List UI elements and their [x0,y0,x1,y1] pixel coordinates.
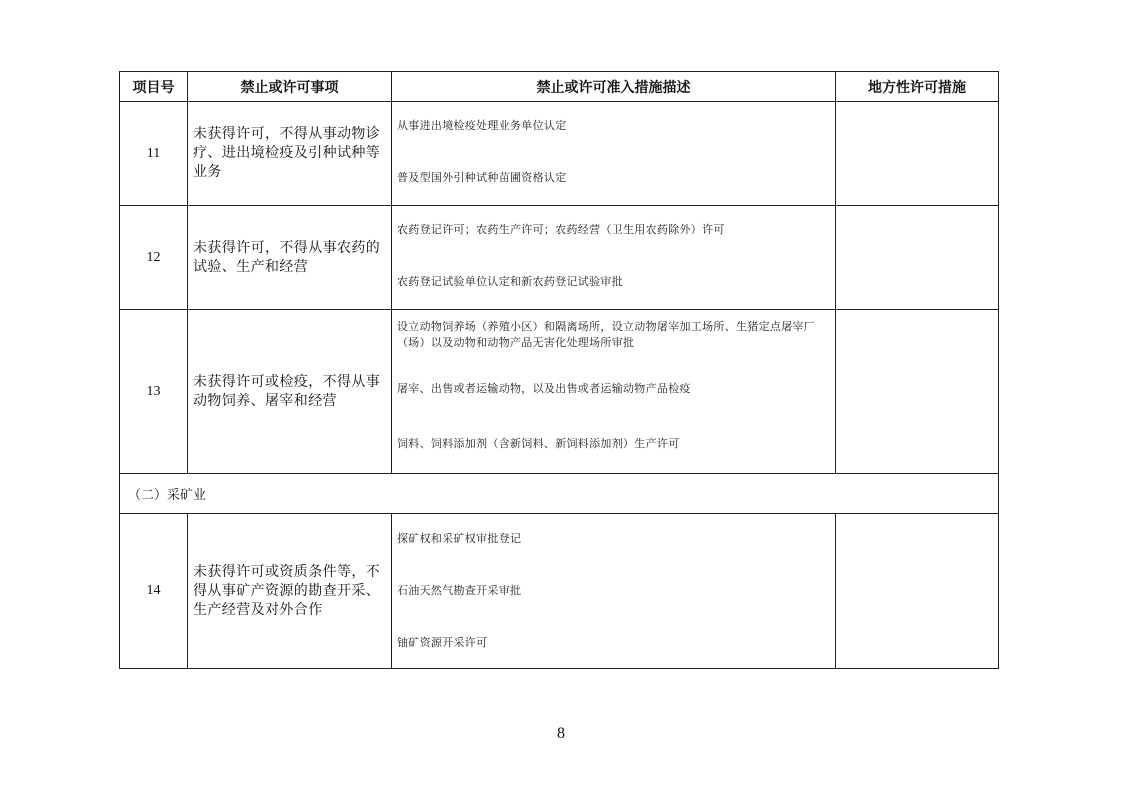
row-id: 12 [120,206,188,310]
table-row [120,310,999,474]
table-row [120,206,999,310]
measure-text: 设立动物饲养场（养殖小区）和隔离场所，设立动物屠宰加工场所、生猪定点屠宰厂（场）以及动物和动物产品无害化处理场所审批 [397,320,816,349]
measure-text: 农药登记许可；农药生产许可；农药经营（卫生用农药除外）许可 [397,223,725,236]
measure-text: 屠宰、出售或者运输动物，以及出售或者运输动物产品检疫 [397,382,691,395]
row-local [836,206,999,310]
header-item: 禁止或许可事项 [188,72,392,102]
section-row [120,474,999,514]
row-item: 未获得许可，不得从事动物诊疗、进出境检疫及引种试种等业务 [188,102,392,206]
row-local [836,102,999,206]
measure-text: 探矿权和采矿权审批登记 [397,532,522,545]
row-item: 未获得许可，不得从事农药的试验、生产和经营 [188,206,392,310]
row-measures [392,206,836,310]
header-id: 项目号 [120,72,188,102]
row-item: 未获得许可或资质条件等，不得从事矿产资源的勘查开采、生产经营及对外合作 [188,514,392,669]
measure-text: 铀矿资源开采许可 [397,636,488,649]
row-id: 13 [120,310,188,474]
section-title: （二）采矿业 [120,474,999,514]
table-header-row [120,72,999,102]
header-local: 地方性许可措施 [836,72,999,102]
row-measures [392,514,836,669]
page-number: 8 [557,725,565,742]
table-row [120,514,999,669]
row-id: 11 [120,102,188,206]
row-item: 未获得许可或检疫，不得从事动物饲养、屠宰和经营 [188,310,392,474]
row-local [836,514,999,669]
measure-text: 石油天然气勘查开采审批 [397,584,522,597]
header-desc: 禁止或许可准入措施描述 [392,72,836,102]
table-row [120,102,999,206]
row-local [836,310,999,474]
measure-text: 饲料、饲料添加剂（含新饲料、新饲料添加剂）生产许可 [397,437,680,450]
measure-text: 普及型国外引种试种苗圃资格认定 [397,171,567,184]
row-measures [392,310,836,474]
row-id: 14 [120,514,188,669]
permit-table [119,71,999,669]
row-measures [392,102,836,206]
measure-text: 农药登记试验单位认定和新农药登记试验审批 [397,275,623,288]
measure-text: 从事进出境检疫处理业务单位认定 [397,119,567,132]
